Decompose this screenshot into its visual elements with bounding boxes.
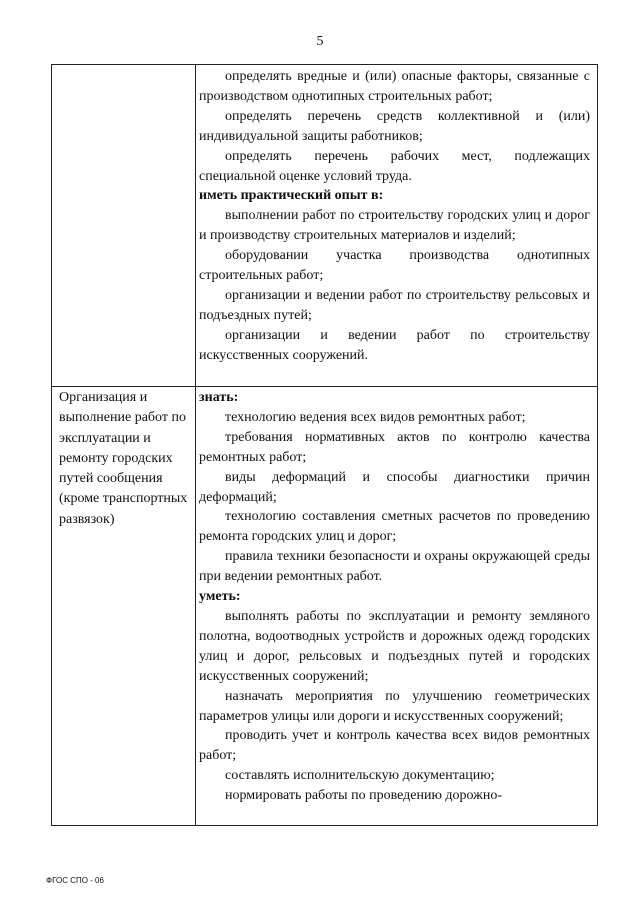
list-item: выполнении работ по строительству городских улиц и дорог и производству строительных материалов и изделий; [199,208,590,244]
section-heading-know: знать: [199,390,239,405]
column-divider [195,65,196,825]
bottom-right-cell [199,388,590,806]
top-right-cell [199,67,590,366]
list-item: определять вредные и (или) опасные факторы, связанные с производством однотипных строительных работ; [199,69,590,104]
list-item: технологию составления сметных расчетов по проведению ремонта городских улиц и дорог; [199,509,590,545]
list-item: выполнять работы по эксплуатации и ремонту земляного полотна, водоотводных устройств и дорожных одежд городских улиц и дорог, рельсовых и подъездных путей и городских искусственных сооружений; [199,608,590,684]
list-item: оборудовании участка производства однотипных строительных работ; [199,248,590,284]
list-item: составлять исполнительскую документацию; [225,768,495,784]
list-item: технологию ведения всех видов ремонтных работ; [225,409,526,425]
list-item: назначать мероприятия по улучшению геометрических параметров улицы или дороги и искусственных сооружений; [199,688,590,724]
module-title-cell: Организация и выполнение работ по эксплуатации и ремонту городских путей сообщения (кроме транспортных развязок) [59,390,188,527]
list-item: определять перечень средств коллективной и (или) индивидуальной защиты работников; [199,108,590,144]
footer-label: ФГОС СПО - 06 [46,876,104,885]
section-heading-can: уметь: [199,589,241,605]
row-divider [52,386,597,387]
list-item: правила техники безопасности и охраны окружающей среды при ведении ремонтных работ. [199,549,590,585]
list-item: определять перечень рабочих мест, подлежащих специальной оценке условий труда. [199,148,590,184]
list-item: требования нормативных актов по контролю качества ремонтных работ; [199,429,590,465]
section-heading-experience: иметь практический опыт в: [199,188,384,204]
list-item: виды деформаций и способы диагностики причин деформаций; [199,469,590,505]
list-item: проводить учет и контроль качества всех видов ремонтных работ; [199,728,590,764]
list-item: нормировать работы по проведению дорожно- [225,788,503,804]
competency-table [51,64,598,826]
page-number: 5 [316,34,324,49]
list-item: организации и ведении работ по строительству искусственных сооружений. [199,327,590,363]
list-item: организации и ведении работ по строительству рельсовых и подъездных путей; [199,287,590,323]
